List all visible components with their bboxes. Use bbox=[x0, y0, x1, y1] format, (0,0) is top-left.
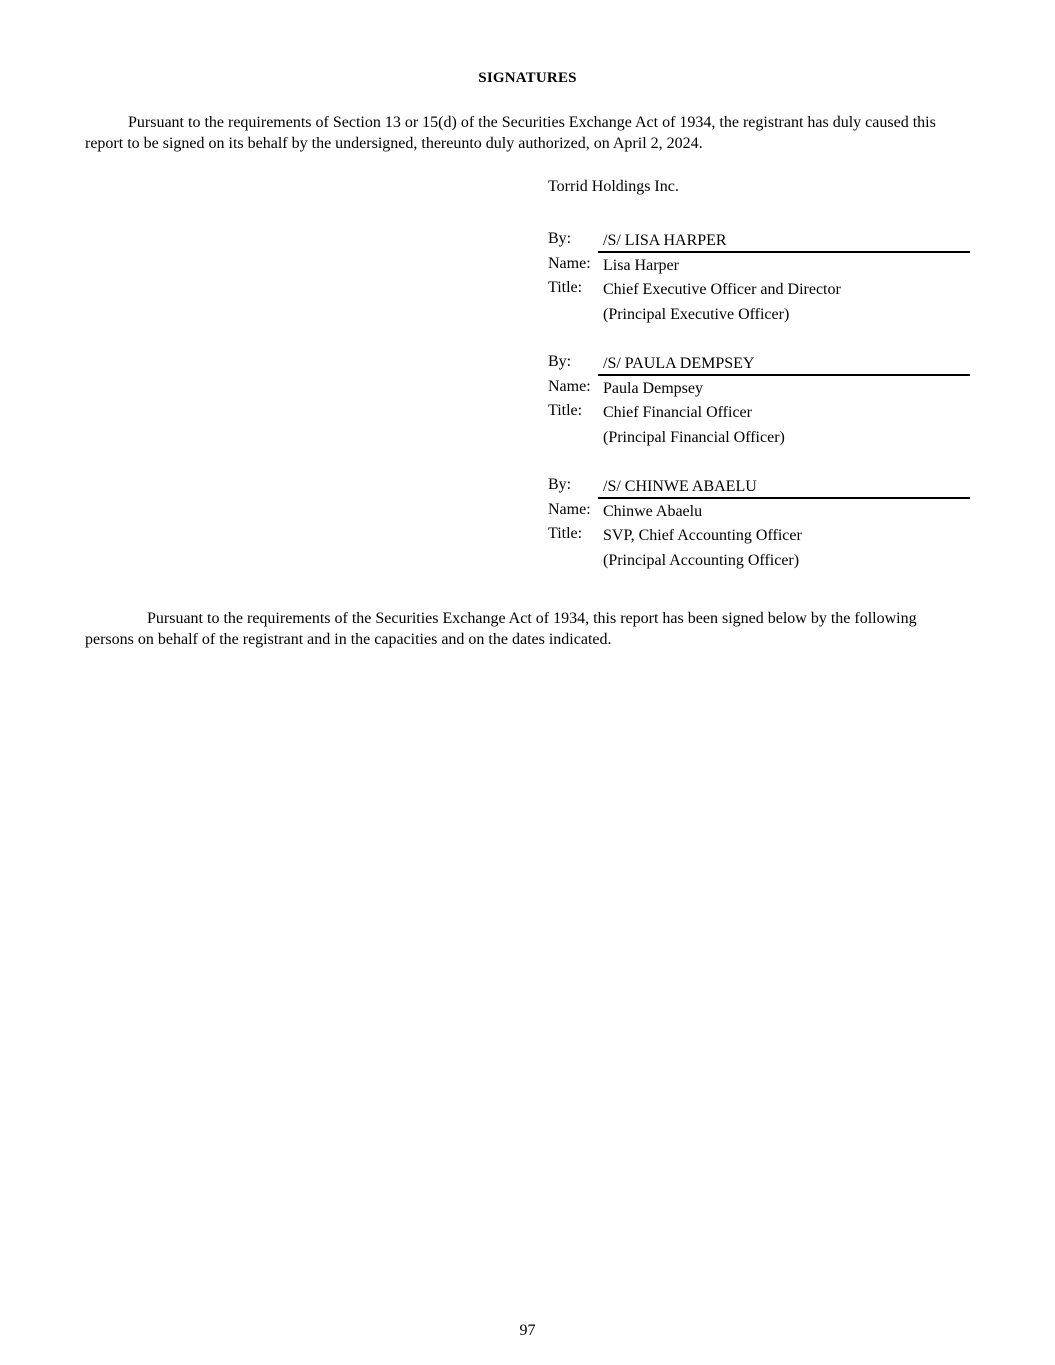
company-name: Torrid Holdings Inc. bbox=[548, 178, 679, 195]
signatory-name: Paula Dempsey bbox=[603, 379, 703, 397]
by-label: By: bbox=[548, 353, 572, 370]
signatory-name: Chinwe Abaelu bbox=[603, 502, 703, 520]
by-row bbox=[548, 353, 970, 378]
capacity-row bbox=[548, 304, 970, 329]
capacity-row bbox=[548, 550, 970, 575]
page-title: SIGNATURES bbox=[478, 70, 577, 86]
signatory-title: Chief Executive Officer and Director bbox=[603, 281, 841, 298]
signature-block-1 bbox=[548, 230, 970, 328]
signature-text: /S/ CHINWE ABAELU bbox=[603, 478, 757, 495]
name-label: Name: bbox=[548, 254, 591, 272]
name-row bbox=[548, 501, 970, 526]
signature-block-3 bbox=[548, 476, 970, 574]
signatory-title: Chief Financial Officer bbox=[603, 404, 752, 421]
signatory-capacity: (Principal Financial Officer) bbox=[603, 428, 785, 446]
name-row bbox=[548, 378, 970, 403]
signature-text: /S/ PAULA DEMPSEY bbox=[603, 355, 755, 372]
by-row bbox=[548, 230, 970, 255]
title-row bbox=[548, 525, 970, 550]
closing-paragraph: Pursuant to the requirements of the Securities Exchange Act of 1934, this report has been signed below by the following persons on behalf of the registrant and in the capacities and on the dates indicated. bbox=[85, 610, 917, 648]
signature-line bbox=[598, 497, 970, 499]
intro-paragraph: Pursuant to the requirements of Section 13 or 15(d) of the Securities Exchange Act of 1934, the registrant has duly caused this report to be signed on its behalf by the undersigned, thereunto duly authorized, on April 2, 2024. bbox=[85, 114, 936, 152]
title-label: Title: bbox=[548, 279, 583, 296]
title-row bbox=[548, 279, 970, 304]
by-label: By: bbox=[548, 476, 572, 493]
page-number: 97 bbox=[519, 1322, 536, 1339]
signature-text: /S/ LISA HARPER bbox=[603, 232, 727, 249]
signatory-name: Lisa Harper bbox=[603, 256, 679, 274]
by-label: By: bbox=[548, 230, 572, 247]
signature-line bbox=[598, 374, 970, 376]
capacity-row bbox=[548, 427, 970, 452]
signature-block-2 bbox=[548, 353, 970, 451]
signature-line bbox=[598, 251, 970, 253]
signatory-title: SVP, Chief Accounting Officer bbox=[603, 527, 802, 544]
name-row bbox=[548, 255, 970, 280]
by-row bbox=[548, 476, 970, 501]
name-label: Name: bbox=[548, 500, 591, 518]
title-row bbox=[548, 402, 970, 427]
title-label: Title: bbox=[548, 525, 583, 542]
title-label: Title: bbox=[548, 402, 583, 419]
signatory-capacity: (Principal Accounting Officer) bbox=[603, 551, 800, 569]
name-label: Name: bbox=[548, 377, 591, 395]
signatory-capacity: (Principal Executive Officer) bbox=[603, 305, 790, 323]
